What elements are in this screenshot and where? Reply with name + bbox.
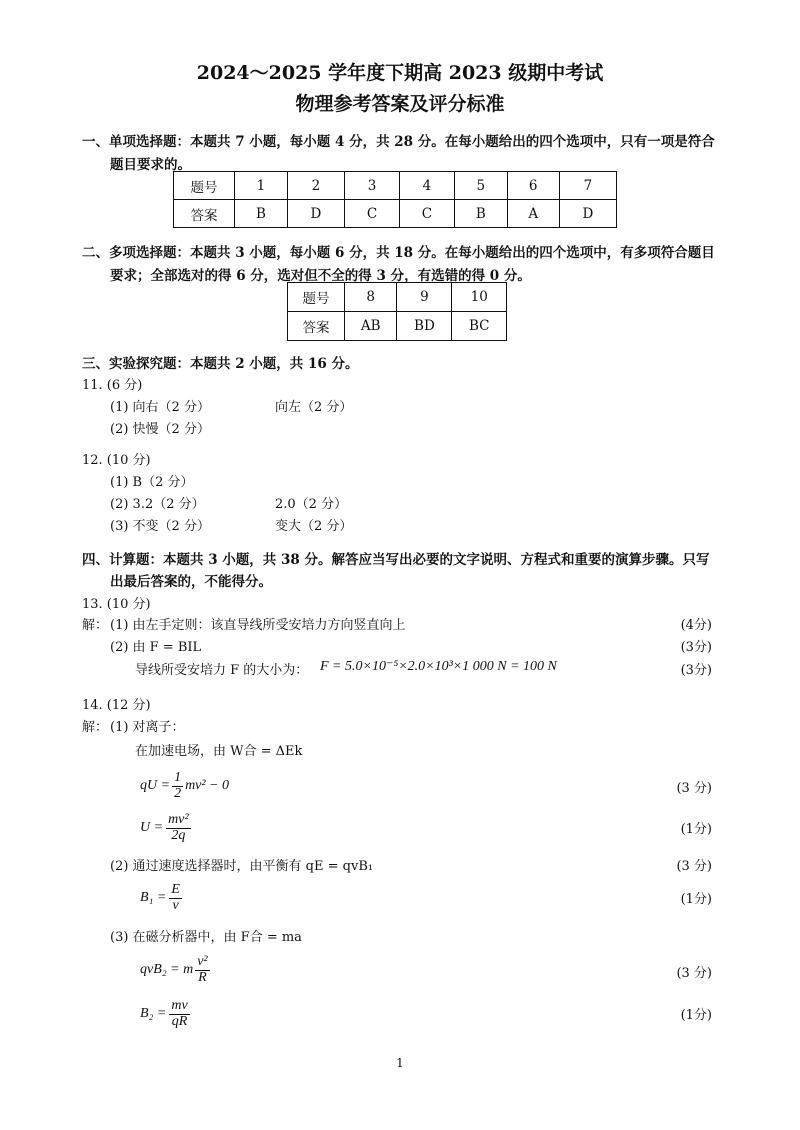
q13-solution-label: 解： [82,618,109,633]
equation-fraction [195,955,209,985]
answer-cell: D [559,200,616,228]
q14-equation-3 [140,879,182,917]
section4-heading-line2: 出最后答案的，不能得分。 [110,574,272,590]
page-title: 2024～2025 学年度下期高 2023 级期中考试 [196,62,604,84]
q13-step3-formula: F = 5.0×10⁻⁵×2.0×10³×1 000 N = 100 N [320,659,557,674]
fraction-denominator: qR [171,1013,188,1029]
question-number: 4 [399,172,454,200]
q14-eq3-score: (1分) [680,892,712,907]
q13-step1-score: (4分) [680,618,712,633]
page-number: 1 [396,1056,404,1070]
q13-step1: (1) 由左手定则：该直导线所受安培力方向竖直向上 [110,618,406,633]
row-label-answer: 答案 [288,312,345,341]
q14-part3: (3) 在磁分析器中，由 F合 = ma [110,930,302,945]
q12-header: 12. (10 分) [82,453,151,468]
answer-cell: BC [452,312,507,341]
q13-header: 13. (10 分) [82,597,151,612]
equation-left: U = [140,820,164,835]
fraction-numerator: v² [197,953,208,969]
section1-heading-line1: 一、单项选择题：本题共 7 小题，每小题 4 分，共 28 分。在每小题给出的四个选项中，只有一项是符合 [82,134,715,150]
q11-line2-left: (2) 快慢（2 分） [110,422,210,437]
q14-part1: (1) 对离子： [110,720,185,735]
q12-line2-left: (2) 3.2（2 分） [110,497,205,512]
answer-cell: C [399,200,454,228]
page-subtitle: 物理参考答案及评分标准 [295,93,505,115]
section3-heading: 三、实验探究题：本题共 2 小题，共 16 分。 [82,356,359,372]
section2-heading-line2: 要求；全部选对的得 6 分，选对但不全的得 3 分，有选错的得 0 分。 [110,268,531,284]
answer-cell: B [235,200,288,228]
q14-equation-2 [140,809,191,847]
q14-solution-label: 解： [82,720,109,735]
section1-heading-line2: 题目要求的。 [110,157,191,173]
equation-fraction [166,813,191,843]
row-label-question: 题号 [174,172,235,200]
q13-step3-score: (3分) [680,663,712,678]
q14-equation-4 [140,951,210,989]
equation-right: mv² − 0 [185,778,230,793]
answer-cell: B [454,200,507,228]
q14-equation-1 [140,768,229,804]
equation-fraction [169,883,182,913]
table-row [288,283,507,312]
fraction-denominator: v [172,897,179,913]
equation-left: B₁ = [140,890,167,905]
fraction-denominator: R [198,969,207,985]
table-row [288,312,507,341]
q13-step2: (2) 由 F = BIL [110,640,202,655]
q14-eq1-score: (3 分) [676,781,712,796]
q14-header: 14. (12 分) [82,698,151,713]
q14-equation-5 [140,995,190,1033]
answer-cell: BD [397,312,452,341]
equation-left: B₂ = [140,1006,167,1021]
question-number: 10 [452,283,507,312]
equation-left: qvB₂ = m [140,962,194,977]
q14-part2-score: (3 分) [676,859,712,874]
fraction-numerator: mv [171,997,188,1013]
question-number: 7 [559,172,616,200]
answer-cell: AB [345,312,397,341]
answer-cell: D [287,200,344,228]
fraction-denominator: 2 [174,785,182,801]
section2-heading-line1: 二、多项选择题：本题共 3 小题，每小题 6 分，共 18 分。在每小题给出的四个选项中，有多项符合题目 [82,245,715,261]
fraction-numerator: E [171,881,180,897]
q11-line1-right: 向左（2 分） [275,400,353,415]
question-number: 5 [454,172,507,200]
equation-fraction [172,771,183,801]
section4-heading-line1: 四、计算题：本题共 3 小题，共 38 分。解答应当写出必要的文字说明、方程式和重要的演算步骤。只写 [82,552,710,568]
question-number: 6 [507,172,559,200]
question-number: 2 [287,172,344,200]
q12-line2-right: 2.0（2 分） [275,497,348,512]
question-number: 1 [235,172,288,200]
answer-cell: C [345,200,400,228]
fraction-denominator: 2q [171,827,186,843]
q14-eq4-score: (3 分) [676,966,712,981]
q11-line1-left: (1) 向右（2 分） [110,400,210,415]
question-number: 3 [345,172,400,200]
table-row [174,200,617,228]
row-label-question: 题号 [288,283,345,312]
q14-part1-line: 在加速电场，由 W合 = ΔEk [135,744,303,759]
section2-answer-table [287,282,507,341]
q12-line3-right: 变大（2 分） [275,519,353,534]
q13-step3-text: 导线所受安培力 F 的大小为： [135,663,309,678]
q12-line3-left: (3) 不变（2 分） [110,519,210,534]
question-number: 8 [345,283,397,312]
q14-eq2-score: (1分) [680,822,712,837]
q14-eq5-score: (1分) [680,1008,712,1023]
section1-answer-table [173,171,617,228]
answer-cell: A [507,200,559,228]
q13-step2-score: (3分) [680,640,712,655]
fraction-numerator: 1 [174,769,182,785]
q12-line1-left: (1) B（2 分） [110,475,194,490]
question-number: 9 [397,283,452,312]
q11-header: 11. (6 分) [82,378,143,393]
equation-fraction [169,999,189,1029]
table-row [174,172,617,200]
equation-left: qU = [140,778,171,793]
fraction-numerator: mv² [168,811,189,827]
q14-part2: (2) 通过速度选择器时，由平衡有 qE = qvB₁ [110,859,374,874]
row-label-answer: 答案 [174,200,235,228]
